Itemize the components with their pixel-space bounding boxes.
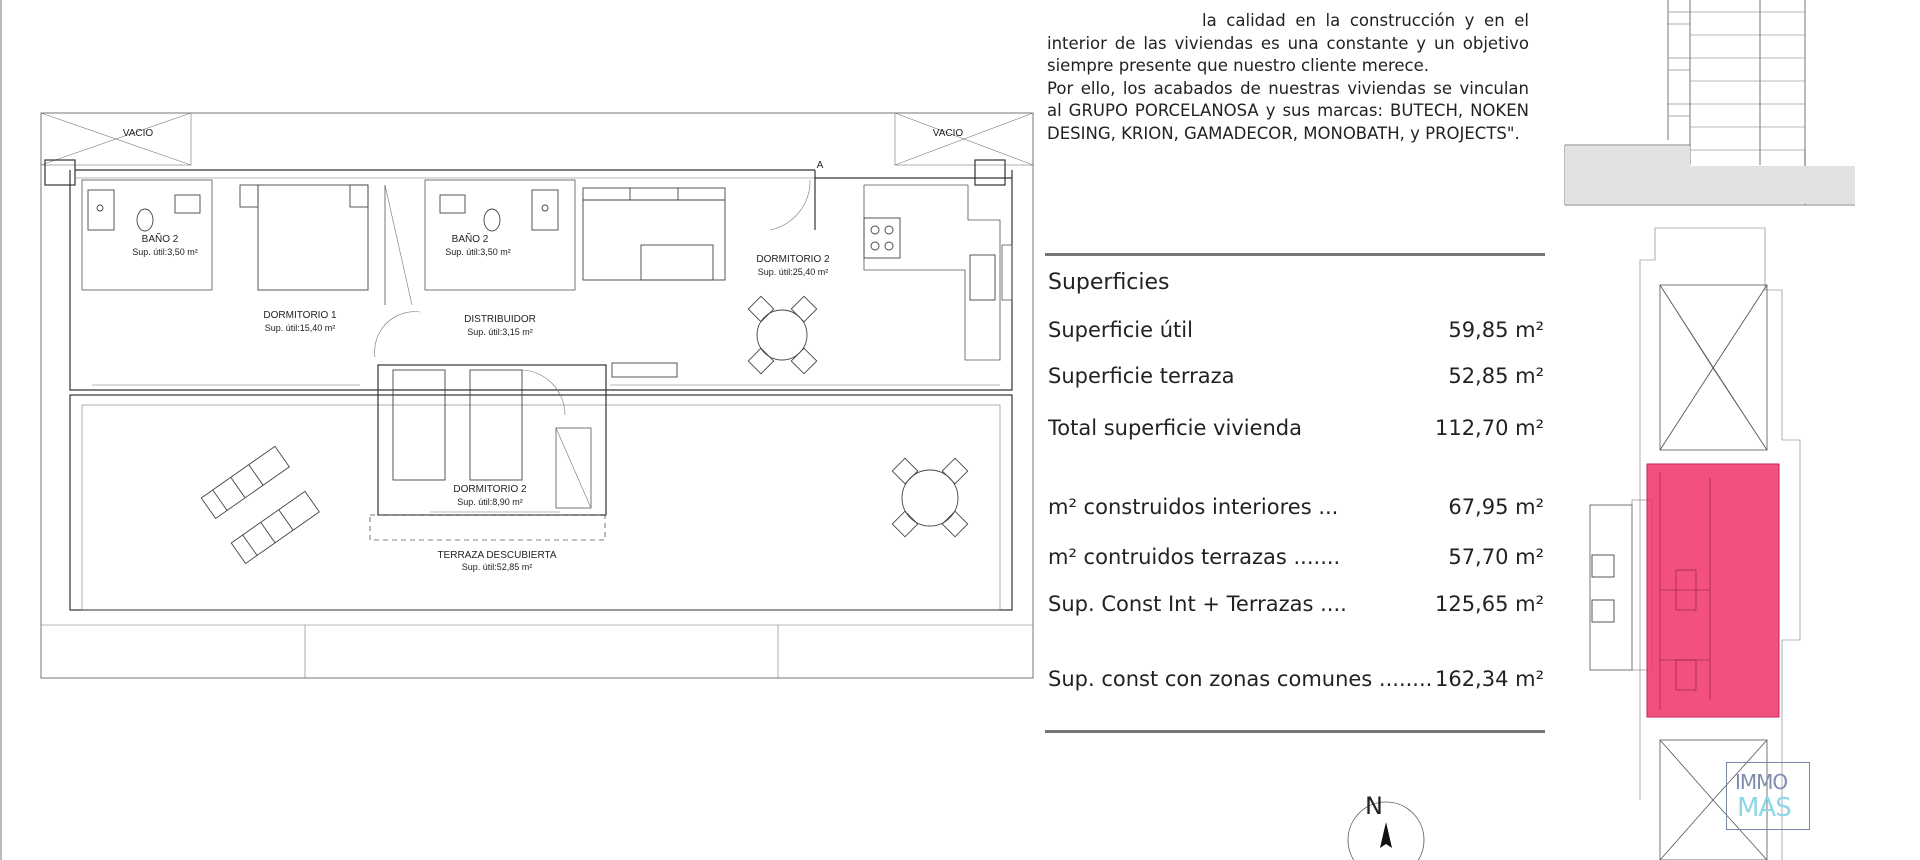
bathroom-2-walls bbox=[425, 180, 575, 290]
room-name-dormitorio-2-small: DORMITORIO 2 bbox=[453, 484, 527, 495]
brand-logo-line2: MAS bbox=[1737, 793, 1791, 823]
brand-logo-line1: IMMO bbox=[1735, 770, 1788, 794]
description-second: Por ello, los acabados de nuestras viviendas se vinculan al GRUPO PORCELANOSA y sus marcas: BUTECH, NOKEN DESING, KRION, GAMADECOR, MONOBATH, y PROJECTS". bbox=[1047, 78, 1529, 143]
single-bed-icon-1 bbox=[393, 370, 445, 480]
surface-row bbox=[1048, 495, 1544, 525]
surface-value: 67,95 m² bbox=[1448, 495, 1544, 519]
single-bed-icon-2 bbox=[470, 370, 522, 480]
surface-value: 112,70 m² bbox=[1434, 416, 1544, 440]
void-right-label: VACIO bbox=[932, 128, 964, 139]
room-area-distribuidor: Sup. útil:3,15 m² bbox=[467, 327, 533, 337]
unit-location-highlight bbox=[1647, 464, 1779, 717]
surface-row bbox=[1048, 592, 1544, 622]
terrace-outline bbox=[70, 395, 1012, 610]
double-bed-icon bbox=[258, 185, 368, 290]
sun-lounger-icon-2 bbox=[231, 491, 319, 563]
room-area-dormitorio-2-large: Sup. útil:25,40 m² bbox=[757, 267, 829, 277]
brand-logo bbox=[1726, 762, 1810, 830]
terrace-table-icon bbox=[892, 458, 967, 536]
dwelling-outline bbox=[70, 170, 1012, 390]
room-area-dormitorio-2-small: Sup. útil:8,90 m² bbox=[457, 497, 523, 507]
surface-row bbox=[1048, 416, 1544, 446]
room-area-bano-left: Sup. útil:3,50 m² bbox=[132, 247, 198, 257]
cooktop-icon bbox=[864, 218, 900, 258]
building-elevation-sketch bbox=[1565, 0, 1855, 205]
surfaces-top-rule bbox=[1045, 253, 1545, 256]
description-text bbox=[1047, 10, 1529, 145]
description-lead: la calidad en la construcción y en el interior de las viviendas es una constante y un objetivo siempre presente que nuestro cliente merece. bbox=[1047, 11, 1529, 75]
surface-row bbox=[1048, 545, 1544, 575]
surface-value: 162,34 m² bbox=[1434, 667, 1544, 691]
surface-value: 52,85 m² bbox=[1448, 364, 1544, 388]
north-label: N bbox=[1365, 792, 1383, 820]
surface-value: 59,85 m² bbox=[1448, 318, 1544, 342]
surface-label: m² contruidos terrazas ....... bbox=[1048, 545, 1341, 569]
surface-row bbox=[1048, 667, 1544, 697]
kitchen-counter bbox=[864, 185, 1000, 360]
surfaces-title: Superficies bbox=[1048, 270, 1170, 295]
room-name-distribuidor: DISTRIBUIDOR bbox=[464, 314, 536, 325]
section-marker: A bbox=[816, 160, 824, 171]
room-name-dormitorio-2-large: DORMITORIO 2 bbox=[756, 254, 830, 265]
north-arrow-icon bbox=[1348, 802, 1424, 860]
room-name-bano-right: BAÑO 2 bbox=[451, 234, 489, 245]
room-area-dormitorio-1: Sup. útil:15,40 m² bbox=[264, 323, 336, 333]
surface-row bbox=[1048, 364, 1544, 394]
surface-label: Superficie terraza bbox=[1048, 364, 1235, 388]
sun-lounger-icon-1 bbox=[201, 446, 289, 518]
surface-label: Superficie útil bbox=[1048, 318, 1193, 342]
surface-label: m² construidos interiores ... bbox=[1048, 495, 1339, 519]
void-left-label: VACIO bbox=[122, 128, 154, 139]
surface-row bbox=[1048, 318, 1544, 348]
surface-label: Sup. const con zonas comunes ........ bbox=[1048, 667, 1433, 691]
room-area-terraza: Sup. útil:52,85 m² bbox=[461, 562, 533, 572]
sink-icon bbox=[970, 255, 995, 300]
surface-value: 57,70 m² bbox=[1448, 545, 1544, 569]
room-name-bano-left: BAÑO 2 bbox=[141, 234, 179, 245]
surface-value: 125,65 m² bbox=[1434, 592, 1544, 616]
room-name-terraza: TERRAZA DESCUBIERTA bbox=[437, 550, 557, 561]
room-name-dormitorio-1: DORMITORIO 1 bbox=[263, 310, 337, 321]
room-area-bano-right: Sup. útil:3,50 m² bbox=[445, 247, 511, 257]
surface-label: Total superficie vivienda bbox=[1048, 416, 1303, 440]
sofa-icon bbox=[583, 188, 725, 280]
surface-label: Sup. Const Int + Terrazas .... bbox=[1048, 592, 1347, 616]
surfaces-bottom-rule bbox=[1045, 730, 1545, 733]
dining-table-icon bbox=[748, 296, 816, 373]
